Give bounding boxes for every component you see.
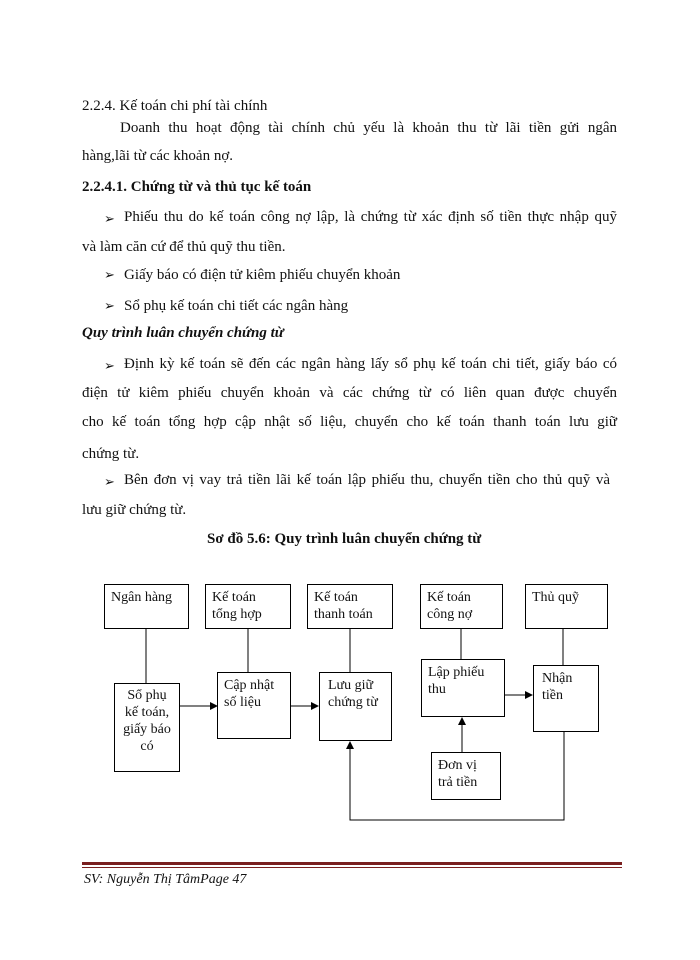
list-item-line: Giấy báo có điện tử kiêm phiếu chuyển khoản [124, 267, 401, 283]
node-label: giấy báo [123, 722, 171, 737]
list-item-line: và làm căn cứ để thủ quỹ thu tiền. [82, 239, 286, 255]
header-label: Ngân hàng [111, 590, 173, 605]
header-label: tổng hợp [212, 607, 262, 622]
node-label: Lập phiếu [428, 665, 485, 680]
list-item-line: Phiếu thu do kế toán công nợ lập, là chứng từ xác định số tiền thực nhập quỹ [124, 209, 617, 225]
node-label: chứng từ [328, 695, 378, 710]
header-label: Kế toán [212, 590, 256, 605]
node-label: trả tiền [438, 775, 478, 790]
diagram-caption: Sơ đồ 5.6: Quy trình luân chuyển chứng từ [207, 531, 482, 547]
header-label: thanh toán [314, 607, 373, 622]
node-label: có [140, 739, 154, 754]
node-cap-nhat-so-lieu [217, 672, 291, 739]
list-item-line: điện tử kiêm phiếu chuyển khoản và các chứng từ có liên quan được chuyển [82, 385, 617, 401]
node-label: thu [428, 682, 446, 697]
footer-text: SV: Nguyễn Thị TâmPage 47 [84, 872, 247, 887]
list-item-line: cho kế toán tổng hợp cập nhật số liệu, chuyển cho kế toán thanh toán lưu giữ [82, 414, 617, 430]
list-item-line: Định kỳ kế toán sẽ đến các ngân hàng lấy sổ phụ kế toán chi tiết, giấy báo có [124, 356, 617, 372]
node-label: Nhận [542, 671, 573, 686]
footer-rule [82, 867, 622, 868]
section-heading: 2.2.4. Kế toán chi phí tài chính [82, 98, 268, 114]
node-label: kế toán, [124, 705, 170, 720]
node-label: tiền [542, 688, 563, 703]
header-label: Kế toán [314, 590, 358, 605]
paragraph-line: hàng,lãi từ các khoản nợ. [82, 148, 234, 164]
node-luu-giu-chung-tu [319, 672, 392, 741]
node-don-vi-tra-tien [431, 752, 501, 800]
header-box-thu-quy [525, 584, 608, 629]
node-label: Sổ phụ [127, 688, 167, 703]
node-label: số liệu [224, 695, 261, 710]
header-label: công nợ [427, 607, 473, 622]
subsection-heading: 2.2.4.1. Chứng từ và thủ tục kế toán [82, 179, 312, 195]
node-label: Cập nhật [224, 678, 275, 693]
process-heading: Quy trình luân chuyển chứng từ [82, 325, 284, 341]
header-box-ngan-hang [104, 584, 189, 629]
node-lap-phieu-thu [421, 659, 505, 717]
header-label: Thủ quỹ [532, 590, 580, 605]
paragraph-line: Doanh thu hoạt động tài chính chủ yếu là khoản thu từ lãi tiền gửi ngân [120, 120, 617, 136]
bullet-arrow-icon: ➢ [104, 211, 115, 226]
footer-rule [82, 862, 622, 865]
header-box-ke-toan-thanh-toan [307, 584, 393, 629]
node-nhan-tien [533, 665, 599, 732]
bullet-arrow-icon: ➢ [104, 474, 115, 489]
bullet-arrow-icon: ➢ [104, 358, 115, 373]
list-item-line: lưu giữ chứng từ. [82, 502, 187, 518]
list-item-line: chứng từ. [82, 446, 140, 462]
header-label: Kế toán [427, 590, 471, 605]
node-so-phu [114, 683, 180, 772]
header-box-ke-toan-tong-hop [205, 584, 291, 629]
header-box-ke-toan-cong-no [420, 584, 503, 629]
node-label: Đơn vị [438, 758, 477, 773]
bullet-arrow-icon: ➢ [104, 298, 115, 313]
list-item-line: Sổ phụ kế toán chi tiết các ngân hàng [124, 298, 349, 314]
bullet-arrow-icon: ➢ [104, 267, 115, 282]
list-item-line: Bên đơn vị vay trả tiền lãi kế toán lập phiếu thu, chuyển tiền cho thủ quỹ và [124, 472, 610, 488]
node-label: Lưu giữ [328, 678, 374, 693]
